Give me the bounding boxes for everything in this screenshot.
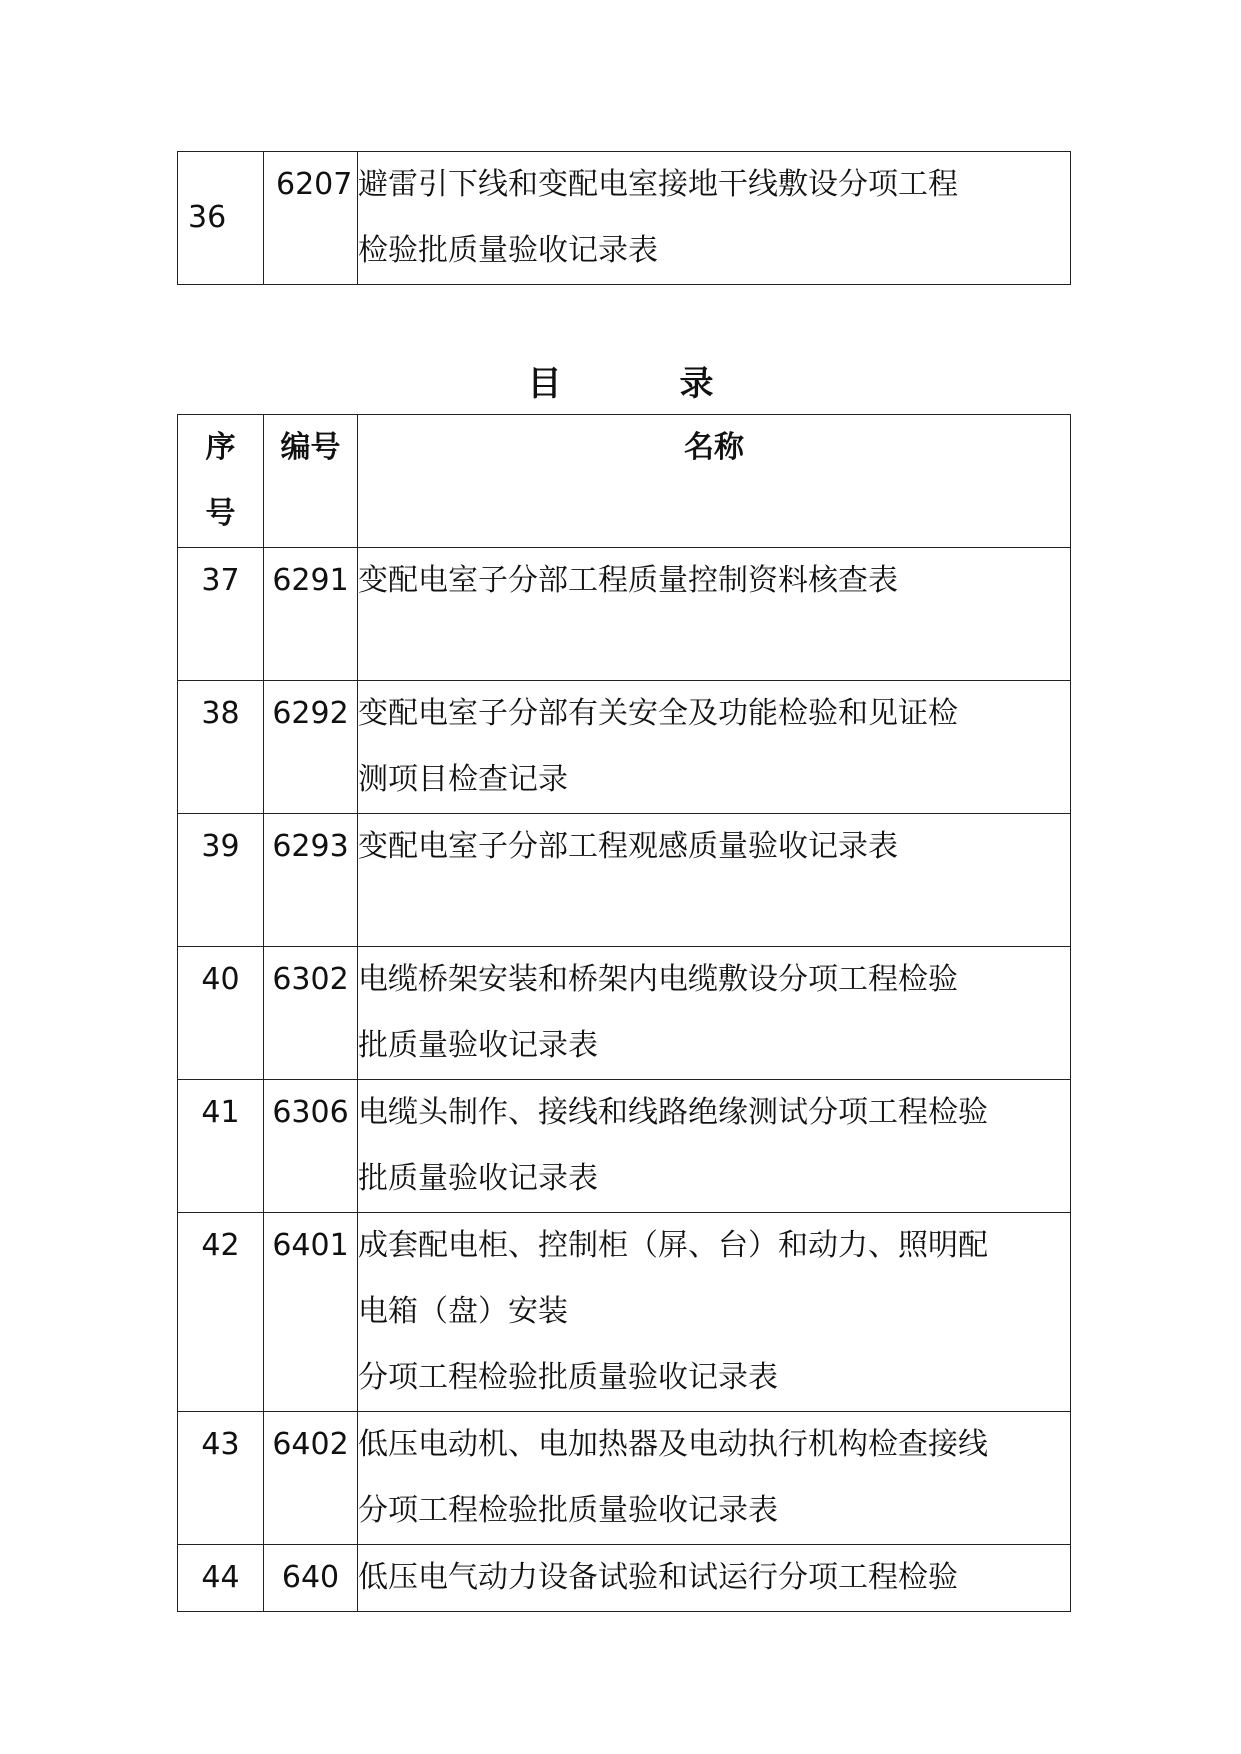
row-name [358,1412,1071,1545]
row-name-line: 分项工程检验批质量验收记录表 [358,1493,778,1528]
table-row [178,152,1071,285]
row-name-line: 变配电室子分部工程质量控制资料核查表 [358,563,898,598]
table-row [178,947,1071,1080]
row-name-line: 电缆头制作、接线和线路绝缘测试分项工程检验 [358,1095,988,1130]
row-name [358,152,1071,285]
toc-title-right: 录 [679,364,714,404]
row-code: 6207 [264,152,358,285]
row-name [358,548,1071,681]
table-row [178,1213,1071,1412]
table-row [178,548,1071,681]
continued-table [177,151,1071,285]
row-code: 6291 [264,548,358,681]
row-name-line: 批质量验收记录表 [358,1028,598,1063]
toc-title-left: 目 [527,364,562,404]
row-name [358,814,1071,947]
row-name-line: 测项目检查记录 [358,762,568,797]
table-row [178,1545,1071,1612]
row-name [358,1545,1071,1612]
row-name [358,681,1071,814]
table-row [178,1412,1071,1545]
row-name-line: 电缆桥架安装和桥架内电缆敷设分项工程检验 [358,962,958,997]
row-seq: 43 [178,1412,264,1545]
toc-table [177,414,1071,1612]
row-seq: 40 [178,947,264,1080]
row-name [358,947,1071,1080]
row-name-line: 成套配电柜、控制柜（屏、台）和动力、照明配 [358,1228,988,1263]
row-code: 6401 [264,1213,358,1412]
row-name-line: 检验批质量验收记录表 [358,233,658,268]
row-seq: 44 [178,1545,264,1612]
toc-title [0,354,1241,414]
header-name: 名称 [358,415,1071,548]
row-code: 6302 [264,947,358,1080]
row-code: 6402 [264,1412,358,1545]
row-seq: 41 [178,1080,264,1213]
row-code: 6292 [264,681,358,814]
row-code: 6293 [264,814,358,947]
row-name-line: 批质量验收记录表 [358,1161,598,1196]
row-seq: 39 [178,814,264,947]
row-seq: 42 [178,1213,264,1412]
row-seq: 38 [178,681,264,814]
row-name-line: 低压电气动力设备试验和试运行分项工程检验 [358,1560,958,1595]
row-name-line: 低压电动机、电加热器及电动执行机构检查接线 [358,1427,988,1462]
header-seq: 序号 [178,415,264,548]
table-row [178,1080,1071,1213]
row-name-line: 变配电室子分部工程观感质量验收记录表 [358,829,898,864]
row-name-line: 变配电室子分部有关安全及功能检验和见证检 [358,696,958,731]
row-code: 640 [264,1545,358,1612]
header-code: 编号 [264,415,358,548]
row-name [358,1080,1071,1213]
row-name-line: 分项工程检验批质量验收记录表 [358,1360,778,1395]
row-seq: 37 [178,548,264,681]
header-row [178,415,1071,548]
row-name-line: 避雷引下线和变配电室接地干线敷设分项工程 [358,167,958,202]
table-row [178,681,1071,814]
row-seq: 36 [178,152,264,285]
table-row [178,814,1071,947]
row-name [358,1213,1071,1412]
row-code: 6306 [264,1080,358,1213]
row-name-line: 电箱（盘）安装 [358,1294,568,1329]
